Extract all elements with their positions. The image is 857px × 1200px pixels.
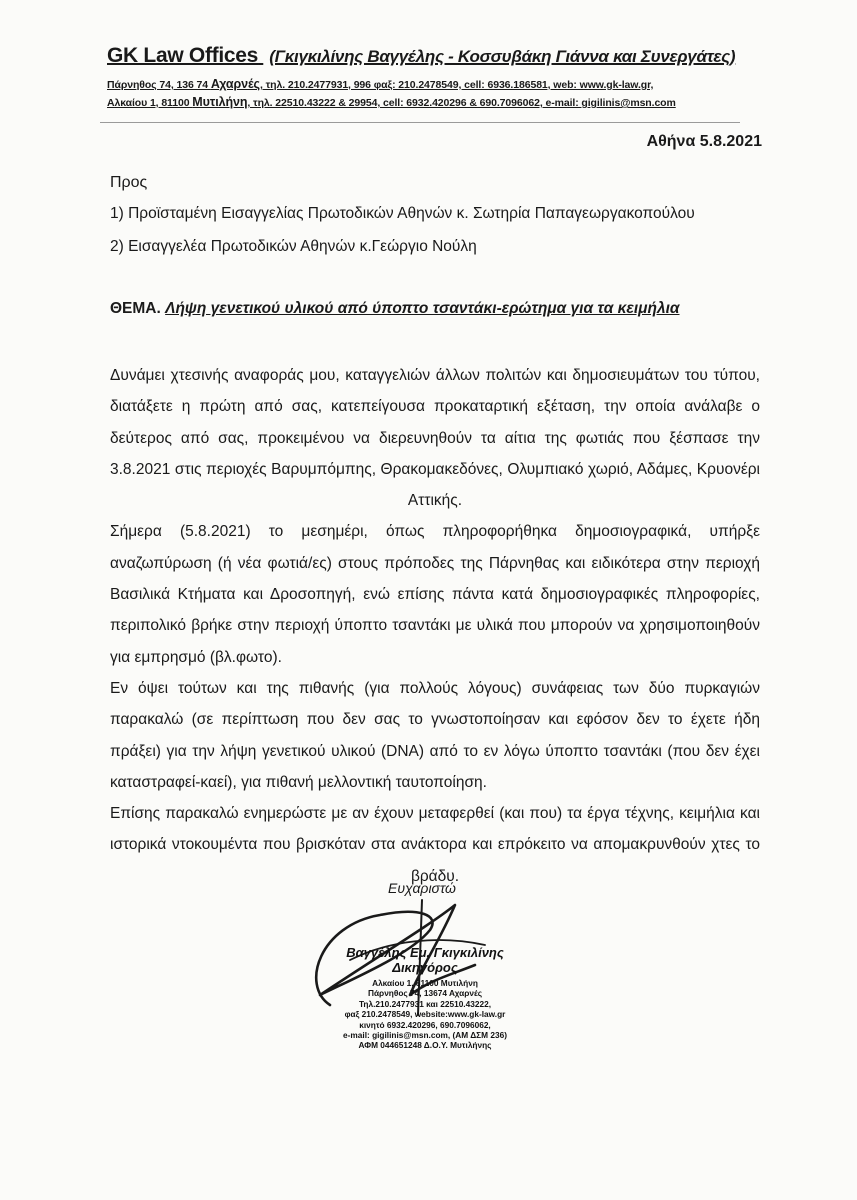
letterhead-contacts-1: , τηλ. 210.2477931, 996 φαξ: 210.2478549, cell: 6936.186581, web: www.gk-law.gr, — [259, 79, 654, 91]
stamp-line: e-mail: gigilinis@msn.com, (ΑΜ ΔΣΜ 236) — [343, 1030, 507, 1041]
letterhead-contact-line-2 — [107, 95, 676, 109]
paragraph-1: Δυνάμει χτεσινής αναφοράς μου, καταγγελιών άλλων πολιτών και δημοσιευμάτων του τύπου, διατάξετε η πρώτη από σας, κατεπείγουσα προκαταρτική εξέταση, την οποία ανάλαβε ο δεύτερος από σας, προκειμένου να διερευνηθούν τα αίτια της φωτιάς που ξέσπασε την 3.8.2021 στις περιοχές Βαρυμπόμπης, Θρακομακεδόνες, Ολυμπιακό χωριό, Αδάμες, Κρυονέρι Αττικής. — [110, 367, 760, 510]
letterhead-partners: (Γκιγκιλίνης Βαγγέλης - Κοσσυβάκη Γιάννα και Συνεργάτες) — [269, 47, 736, 66]
stamp-line: φαξ 210.2478549, website:www.gk-law.gr — [344, 1009, 506, 1020]
letterhead-divider — [100, 122, 740, 123]
letterhead-city-2: Μυτιλήνη — [192, 95, 248, 109]
paragraph-3: Εν όψει τούτων και της πιθανής (για πολλούς λόγους) συνάφειας των δύο πυρκαγιών παρακαλώ (σε περίπτωση που δεν σας το γνωστοποίησαν και εφόσον δεν το έχετε ήδη πράξει) για την λήψη γενετικού υλικού (DNA) από το εν λόγω ύποπτο τσαντάκι (που δεν έχει καταστραφεί-καεί), για πιθανή μελλοντική ταυτοποίηση. — [110, 679, 760, 791]
letterhead-contact-line-1 — [107, 77, 653, 91]
letter-date: Αθήνα 5.8.2021 — [646, 133, 762, 150]
letter-body — [110, 360, 760, 892]
letterhead-brand: GK Law Offices — [107, 44, 259, 67]
closing-thanks: Ευχαριστώ — [388, 880, 456, 896]
letterhead-address-2: Αλκαίου 1, 81100 — [107, 97, 193, 109]
subject-line — [110, 300, 680, 318]
lawyer-stamp — [305, 945, 545, 1051]
letterhead-city-1: Αχαρνές — [210, 77, 260, 91]
stamp-line: Πάρνηθος 74, 13674 Αχαρνές — [367, 988, 483, 999]
to-label: Προς — [110, 174, 148, 191]
stamp-role: Δικηγόρος — [392, 960, 458, 975]
letterhead-contacts-2: , τηλ. 22510.43222 & 29954, cell: 6932.420296 & 690.7096062, e-mail: gigilinis@msn.com — [247, 97, 676, 109]
stamp-line: κινητό 6932.420296, 690.7096062, — [359, 1019, 491, 1030]
recipient-2: 2) Εισαγγελέα Πρωτοδικών Αθηνών κ.Γεώργιο Νούλη — [110, 238, 477, 255]
paragraph-4: Επίσης παρακαλώ ενημερώστε με αν έχουν μεταφερθεί (και που) τα έργα τέχνης, κειμήλια και ιστορικά ντοκουμέντα που βρισκόταν στα ανάκτορα και επρόκειτο να απομακρυνθούν χτες το βράδυ. — [110, 805, 760, 885]
stamp-line: Τηλ.210.2477931 και 22510.43222, — [358, 998, 491, 1009]
subject-label: ΘΕΜΑ. — [110, 300, 161, 317]
stamp-line: Αλκαίου 1, 81100 Μυτιλήνη — [372, 978, 478, 988]
letterhead-title — [107, 44, 735, 68]
stamp-name: Βαγγέλης Εμ. Γκιγκιλίνης — [346, 945, 504, 960]
recipient-1: 1) Προϊσταμένη Εισαγγελίας Πρωτοδικών Αθηνών κ. Σωτηρία Παπαγεωργακοπούλου — [110, 205, 695, 222]
letterhead-address-1: Πάρνηθος 74, 136 74 — [107, 79, 211, 91]
stamp-line: ΑΦΜ 044651248 Δ.Ο.Υ. Μυτιλήνης — [358, 1040, 492, 1051]
paragraph-2: Σήμερα (5.8.2021) το μεσημέρι, όπως πληροφορήθηκα δημοσιογραφικά, υπήρξε αναζωπύρωση (ή νέα φωτιά/ες) στους πρόποδες της Πάρνηθας και ειδικότερα στην περιοχή Βασιλικά Κτήματα και Δροσοπηγή, ενώ επίσης πάντα κατά δημοσιογραφικές πληροφορίες, περιπολικό βρήκε στην περιοχή ύποπτο τσαντάκι με υλικά που μπορούν να χρησιμοποιηθούν για εμπρησμό (βλ.φωτο). — [110, 523, 760, 666]
subject-text: Λήψη γενετικού υλικού από ύποπτο τσαντάκι-ερώτημα για τα κειμήλια — [165, 300, 680, 317]
